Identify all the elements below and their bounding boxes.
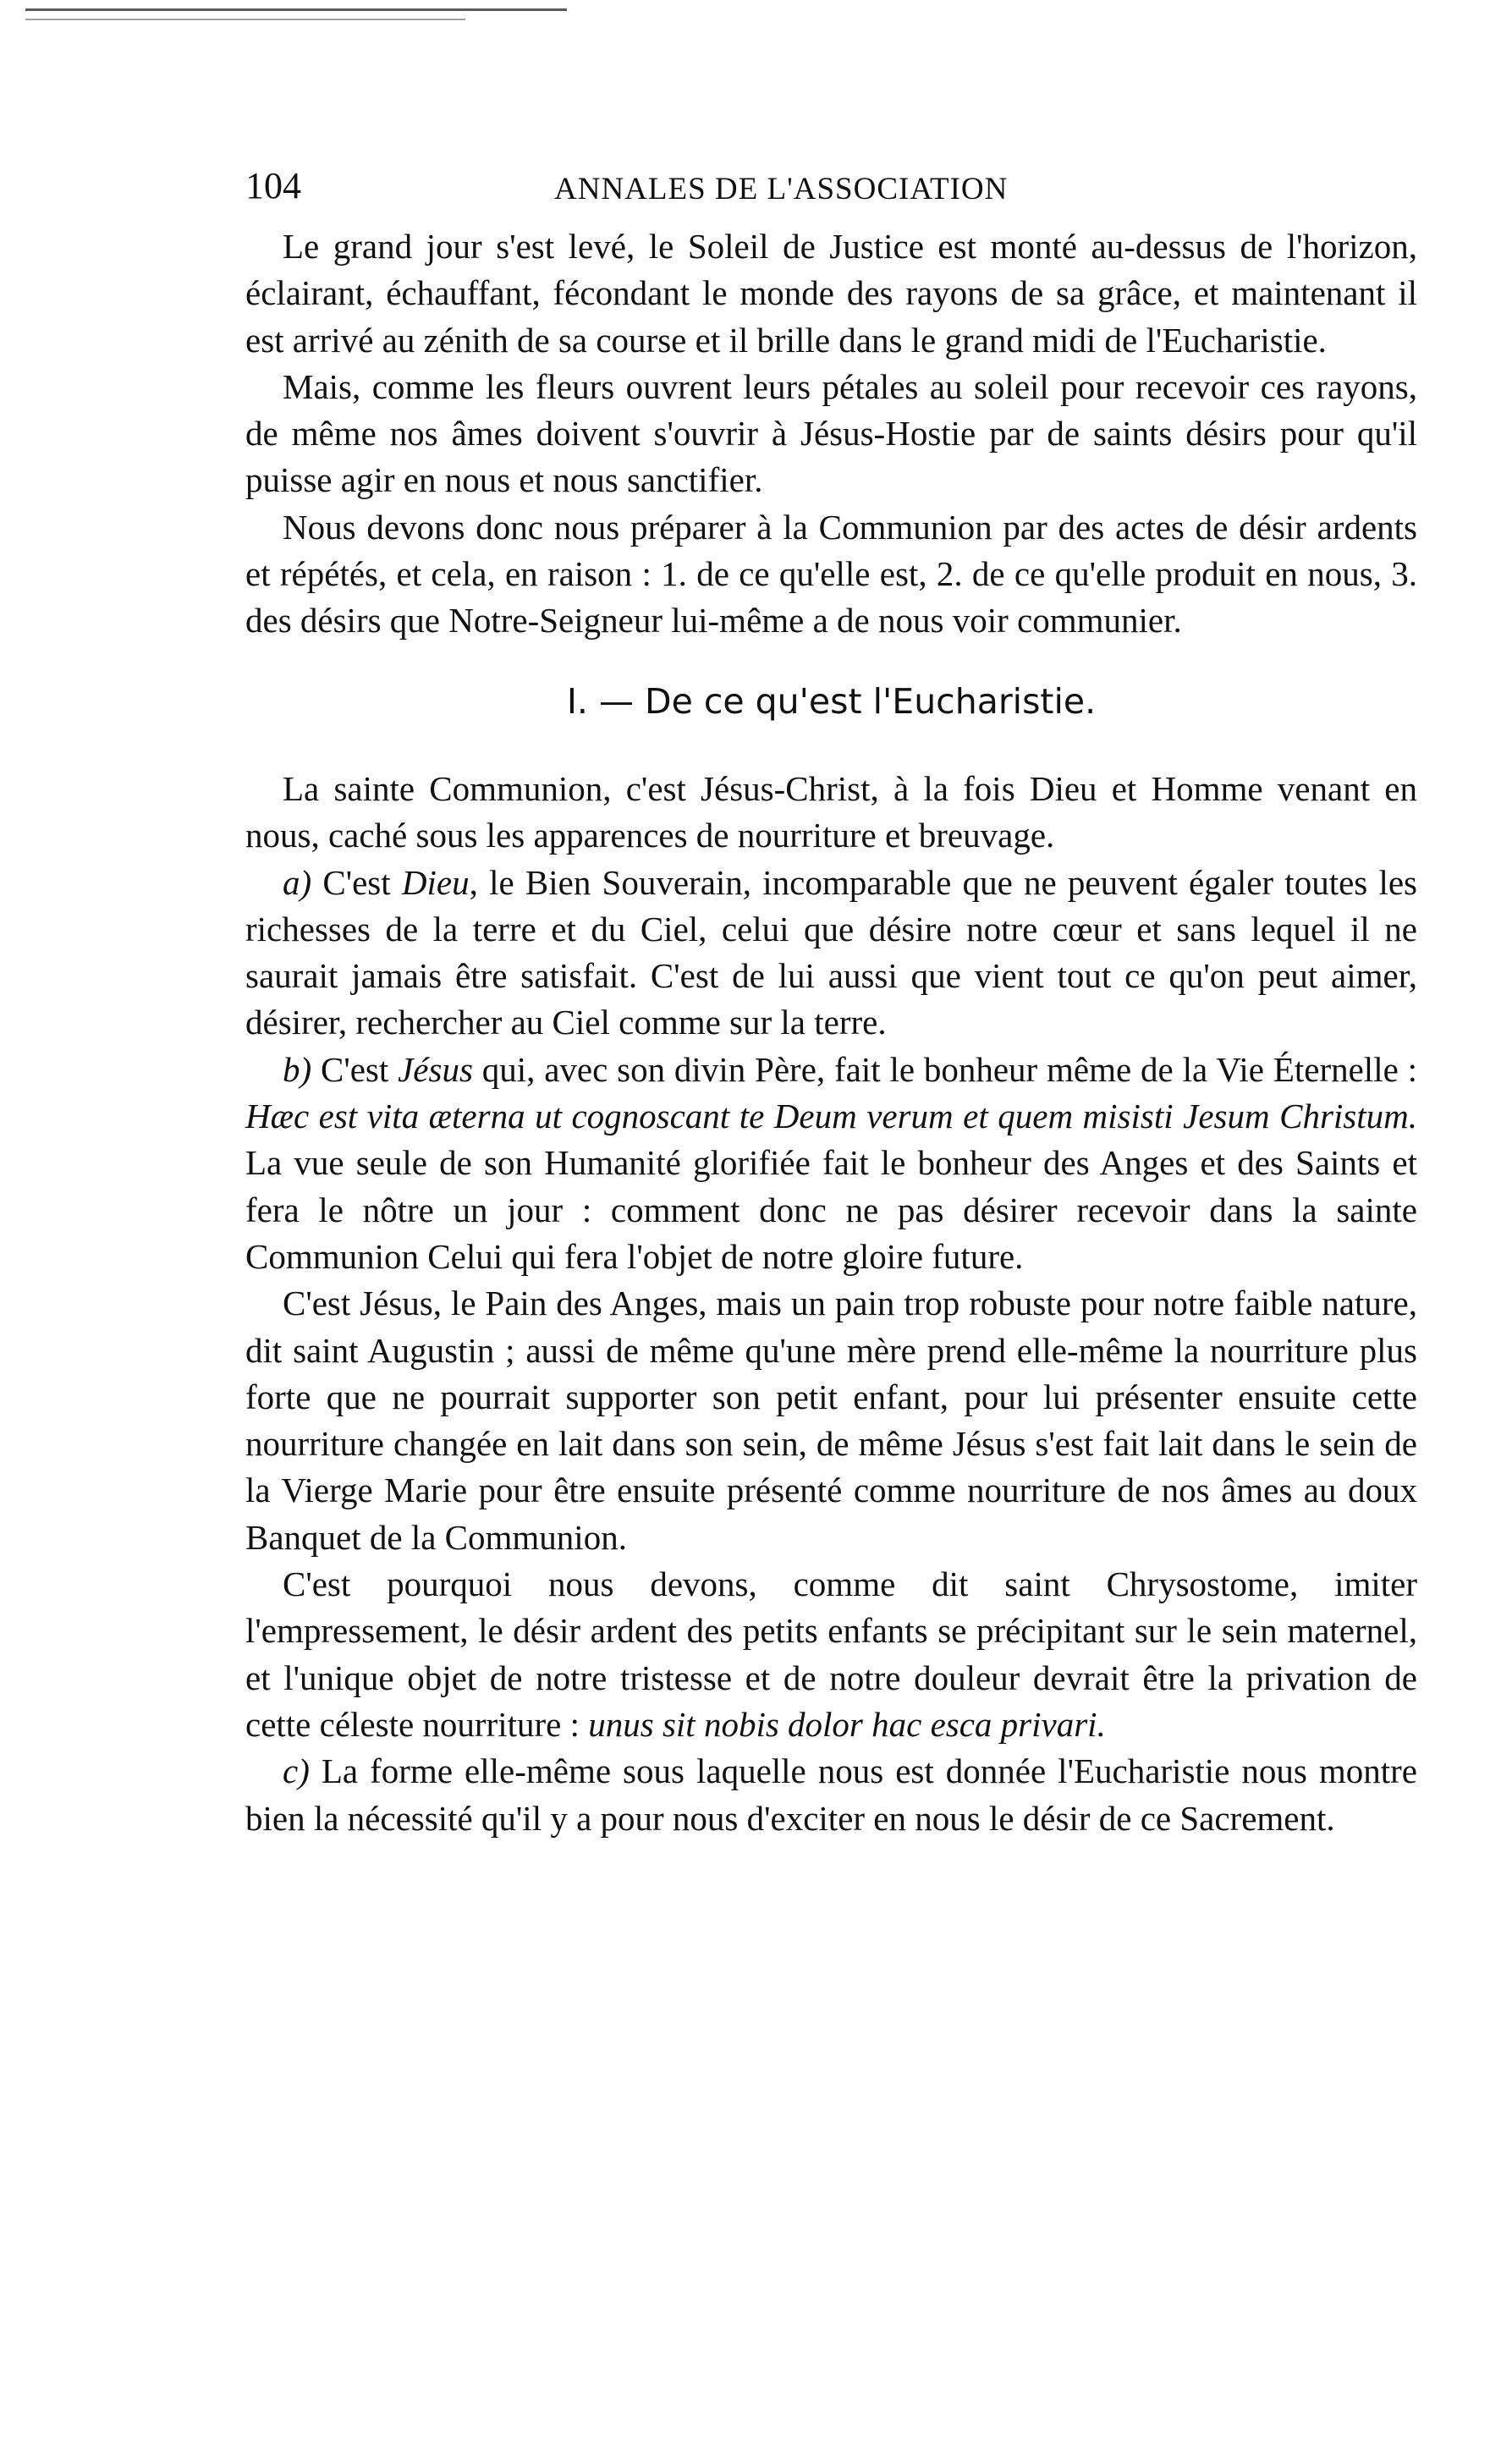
page-number: 104 bbox=[245, 165, 301, 206]
text-run: La forme elle-même sous laquelle nous est donnée l'Eucharistie nous montre bien la nécessité qu'il y a pour nous d'exciter en nous le désir de ce Sacrement. bbox=[245, 1751, 1417, 1838]
text-run: La vue seule de son Humanité glorifiée fait le bonheur des Anges et des Saints et fera le nôtre un jour : comment donc ne pas désirer recevoir dans la sainte Communion Celui qui fera l'objet de notre gloire future. bbox=[245, 1143, 1417, 1276]
paragraph bbox=[245, 860, 1417, 1047]
paragraph: C'est Jésus, le Pain des Anges, mais un pain trop robuste pour notre faible nature, dit saint Augustin ; aussi de même qu'une mère prend elle-même la nourriture plus forte que ne pourrait supporter son petit enfant, pour lui présenter ensuite cette nourriture changée en lait dans son sein, de même Jésus s'est fait lait dans le sein de la Vierge Marie pour être ensuite présenté comme nourriture de nos âmes au doux Banquet de la Communion. bbox=[245, 1284, 1417, 1557]
latin-quote: Hæc est vita æterna ut cognoscant te Deum verum et quem misisti Jesum Christum. bbox=[245, 1097, 1417, 1136]
scan-edge-line bbox=[25, 8, 567, 11]
text-run: C'est bbox=[311, 862, 402, 902]
page-header bbox=[245, 161, 1417, 223]
text-run: , le Bien Souverain, incomparable que ne peuvent égaler toutes les richesses de la terre et du Ciel, celui que désire notre cœur et sans lequel il ne saurait jamais être satisfait. C'est de lui aussi que vient tout ce qu'on peut aimer, désirer, rechercher au Ciel comme sur la terre. bbox=[245, 862, 1418, 1042]
paragraph bbox=[245, 1047, 1417, 1280]
latin-quote: unus sit nobis dolor hac esca privari. bbox=[588, 1704, 1106, 1744]
text-run: qui, avec son divin Père, fait le bonheur même de la Vie Éternelle : bbox=[472, 1049, 1418, 1089]
item-marker: b) bbox=[283, 1049, 312, 1089]
italic-run: Jésus bbox=[398, 1049, 473, 1089]
section-heading: I. — De ce qu'est l'Eucharistie. bbox=[566, 680, 1097, 722]
paragraph: Nous devons donc nous préparer à la Communion par des actes de désir ardents et répétés, et cela, en raison : 1. de ce qu'elle est, 2. de ce qu'elle produit en nous, 3. des désirs que Notre-Seigneur lui-même a de nous voir communier. bbox=[245, 507, 1417, 640]
book-page bbox=[245, 161, 1417, 1842]
page-body bbox=[245, 223, 1417, 1842]
text-run: C'est pourquoi nous devons, comme dit saint Chrysostome, imiter l'empressement, le désir ardent des petits enfants se précipitant sur le sein maternel, et l'unique objet de notre tristesse et de notre douleur devrait être la privation de cette céleste nourriture : bbox=[245, 1564, 1417, 1744]
paragraph: Mais, comme les fleurs ouvrent leurs pétales au soleil pour recevoir ces rayons, de même nos âmes doivent s'ouvrir à Jésus-Hostie par de saints désirs pour qu'il puisse agir en nous et nous sanctifier. bbox=[245, 366, 1417, 500]
paragraph: Le grand jour s'est levé, le Soleil de Justice est monté au-dessus de l'horizon, éclairant, échauffant, fécondant le monde des rayons de sa grâce, et maintenant il est arrivé au zénith de sa course et il brille dans le grand midi de l'Eucharistie. bbox=[245, 227, 1417, 360]
item-marker: a) bbox=[283, 862, 312, 902]
running-title: ANNALES DE L'ASSOCIATION bbox=[554, 172, 1009, 206]
paragraph: La sainte Communion, c'est Jésus-Christ, à la fois Dieu et Homme venant en nous, caché sous les apparences de nourriture et breuvage. bbox=[245, 768, 1417, 855]
paragraph bbox=[245, 1748, 1417, 1842]
paragraph bbox=[245, 1561, 1417, 1748]
scan-edge-line bbox=[25, 19, 465, 20]
italic-run: Dieu bbox=[401, 862, 470, 902]
item-marker: c) bbox=[283, 1751, 310, 1791]
text-run: C'est bbox=[311, 1049, 399, 1089]
